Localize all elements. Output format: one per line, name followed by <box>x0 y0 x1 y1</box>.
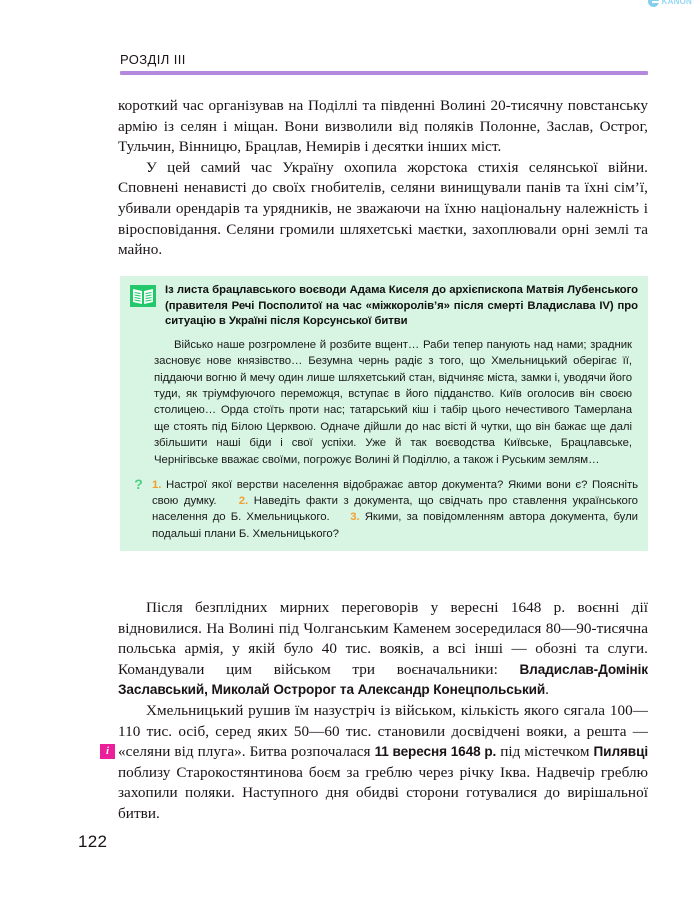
question-text-3: Якими, за повідомленням автора документа, були подальші плани Б. Хмельницького? <box>152 511 638 540</box>
info-marker-icon <box>100 744 115 759</box>
page-number: 122 <box>78 832 108 851</box>
body-bottom <box>118 598 648 825</box>
paragraph-polish-army-part2: . <box>545 681 550 699</box>
paragraph-polish-army-part1: Після безплідних мирних переговорів у вересні 1648 р. воєнні дії відновилися. На Волині під Чолганським Каменем зосередилася 80—90-тисячна польська армія, у якій було 40 тис. вояків, а всі інші — обозні та слуги. Командували цим військом три воєначальники: <box>118 599 648 678</box>
info-marker-glyph: i <box>105 745 110 757</box>
paragraph-continuation: короткий час організував на Поділлі та південні Волині 20-тисячну повстанську армію із селян і міщан. Вони визволили від поляків Полонне, Заслав, Острог, Тульчин, Вінницю, Брацлав, Немирів і десятки інших міст. <box>118 97 648 156</box>
paragraph-pyliavtsi-part3: поблизу Старокостянтинова боєм за греблю через річку Іква. Надвечір греблю захопили поляки. Наступного дня обидві сторони готувалися до вирішальної битви. <box>118 763 648 822</box>
battle-place: Пилявці <box>593 744 649 760</box>
source-title: Із листа брацлавського воєводи Адама Киселя до архієпископа Матвія Лубенського (правителя Речі Посполитої на час «міжкоролів’я» після смерті Владислава IV) про ситуацію в Україні після Корсунської битви <box>165 284 638 328</box>
chapter-divider <box>120 71 648 75</box>
chapter-header <box>120 52 648 75</box>
question-number-1: 1. <box>152 479 162 492</box>
question-text-1: Настрої якої верстви населення відображає автор документа? Якими вони є? Поясніть свою думку. <box>152 479 638 508</box>
battle-date: 11 вересня 1648 р. <box>374 744 497 760</box>
questions-block <box>130 477 638 542</box>
question-mark-icon: ? <box>134 476 143 493</box>
question-text-2: Наведіть факти з документа, що свідчать про ставлення українського населення до Б. Хмельницького. <box>152 495 638 524</box>
paragraph-pyliavtsi-part1: Хмельницький рушив їм назустріч із військом, кількість якого сягала 100—110 тис. осіб, серед яких 50—60 тис. становили досвідчені вояки, а решта — «селяни від плуга». Битва розпочалася <box>118 701 648 761</box>
body-top <box>118 96 648 261</box>
source-header <box>130 283 638 330</box>
paragraph-pyliavtsi-battle <box>118 701 648 825</box>
source-quote-text: Військо наше розгромлене й розбите вщент… Раби тепер панують над нами; зрадник засновує нове князівство… Безумна чернь радіє з того, що Хмельницький оберігає її, піддаючи вогню й мечу один лише шляхетський стан, відчиняє міста, замки і, уводячи його туди, як тріумфуючого переможця, вступає в його підданство. Київ оголосив він своєю столицею… Орда стоїть проти нас; татарський кіш і табір цього нечестивого Тамерлана ще стоять під Білою Церквою. Одначе дійшли до нас вісті й чутки, що він бажає ще далі збільшити наші біди і свої успіхи. Уже й так воєводства Київське, Брацлавське, Чернігівське вважає своїми, погрожує Волині й Поділлю, а також і Руським землям… <box>154 338 632 466</box>
open-book-icon <box>130 285 156 307</box>
paragraph-polish-army <box>118 598 648 701</box>
paragraph-peasant-war: У цей самий час Україну охопила жорстока стихія селянської війни. Сповнені ненависті до своїх гнобителів, селяни винищували панів та їхні сім’ї, убивали орендарів та урядників, не зважаючи на їхню національну належність і віросповідання. Селяни громили шляхетські маєтки, захоплювали орні землі та майно. <box>118 158 648 259</box>
questions-text <box>152 477 638 542</box>
source-quote-container <box>130 337 638 468</box>
watermark-dot-icon <box>648 0 659 7</box>
source-document-box <box>120 276 648 551</box>
watermark-label: KANON <box>661 0 692 6</box>
watermark-logo <box>648 0 692 7</box>
question-number-3: 3. <box>350 511 360 524</box>
question-number-2: 2. <box>238 495 249 508</box>
chapter-title: РОЗДІЛ III <box>120 52 186 67</box>
paragraph-pyliavtsi-part2: під містечком <box>496 743 594 761</box>
polish-commanders-names: Владислав-Домінік Заславський, Миколай Остророг та Александр Конецпольський <box>118 661 648 698</box>
